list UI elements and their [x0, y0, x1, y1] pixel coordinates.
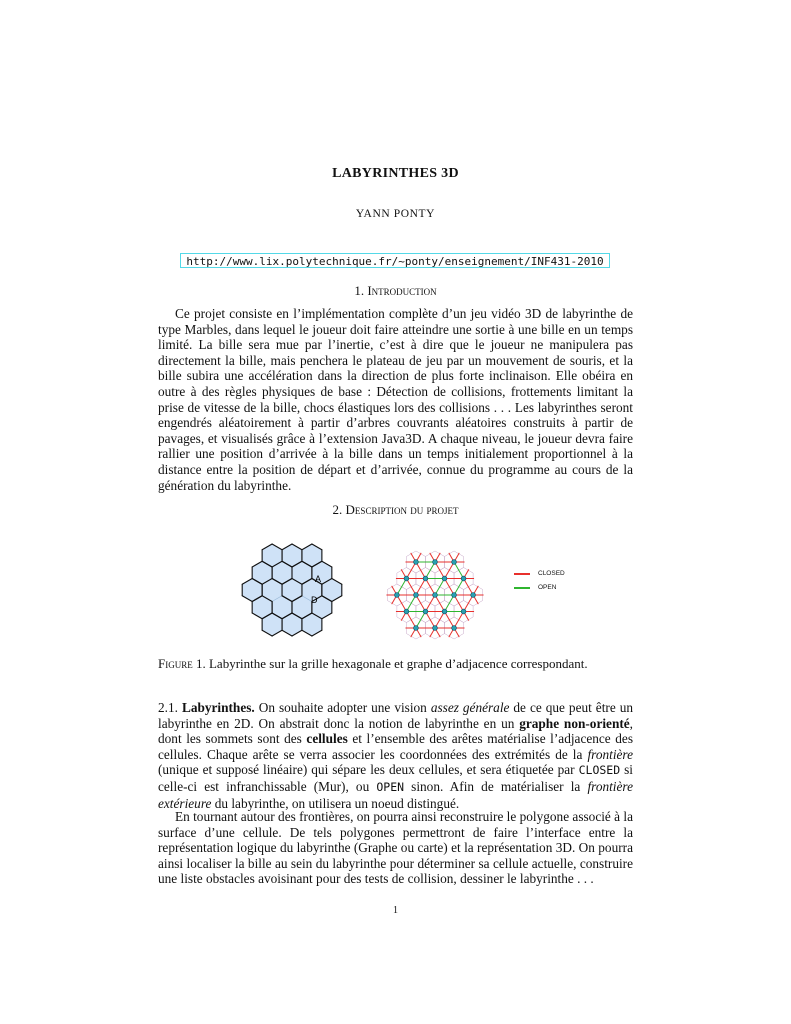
- text-run: du labyrinthe, on utilisera un noeud distingué.: [211, 795, 460, 811]
- graph-node: [433, 626, 438, 631]
- closed-edge: [435, 562, 445, 579]
- figure-caption-text: Labyrinthe sur la grille hexagonale et graphe d’adjacence correspondant.: [208, 656, 588, 671]
- open-edge: [454, 562, 464, 579]
- graph-node: [423, 576, 428, 581]
- closed-edge: [416, 562, 426, 579]
- author-name: YANN PONTY: [355, 208, 436, 220]
- cell-label-d: D: [311, 595, 318, 605]
- section-title: Description du projet: [345, 502, 459, 517]
- graph-node: [452, 593, 457, 598]
- subsection-title: Labyrinthes.: [181, 700, 255, 715]
- closed-edge: [464, 595, 474, 612]
- closed-edge: [425, 612, 435, 629]
- closed-edge: [435, 595, 445, 612]
- closed-edge: [425, 579, 435, 596]
- closed-edge: [464, 579, 474, 596]
- graph-node: [414, 560, 419, 565]
- code-term: OPEN: [376, 779, 405, 794]
- section-number: 1.: [354, 283, 365, 298]
- closed-edge: [445, 562, 455, 579]
- graph-node: [452, 560, 457, 565]
- figure-caption: [158, 656, 633, 672]
- graph-node: [442, 609, 447, 614]
- graph-node: [452, 626, 457, 631]
- bold-term: graphe non-orienté: [519, 715, 630, 731]
- graph-node: [404, 576, 409, 581]
- emphasis-text: frontière extérieure: [158, 778, 633, 811]
- closed-edge: [445, 579, 455, 596]
- intro-paragraph: Ce projet consiste en l’implémentation complète d’un jeu vidéo 3D de labyrinthe de type Marbles, dans lequel le joueur doit faire atteindre une sortie à une bille en un temps limité. La bille sera mue par l’inertie, c’est à dire que le joueur ne manipulera pas directement la bille, mais penchera le plateau de jeu par un mouvement de souris, et la bille subira une accélération dans la direction de plus forte inclinaison. Elle obéira en outre à des règles physiques de base : Détection de collisions, frottements limitant la prise de vitesse de la bille, chocs élastiques lors des collisions . . . Les labyrinthes seront engendrés aléatoirement à partir d’arbres couvrants aléatoires construits à partir de pavages, et visualisés grâce à l’extension Java3D. A chaque niveau, le joueur devra faire rallier une position d’arrivée à la bille dans un temps initialement proportionnel à la distance entre la position de départ et d’arrivée, connue du programme au cours de la génération du labyrinthe.: [158, 306, 633, 493]
- section-number: 2.: [332, 502, 343, 517]
- graph-node: [471, 593, 476, 598]
- adjacency-graph-figure: [380, 540, 490, 650]
- section-title: Introduction: [367, 283, 437, 298]
- figure-legend: [514, 570, 594, 600]
- text-run: et l’ensemble des arêtes matérialise l’adjacence des cellules. Chaque arête se verra associer les coordonnées des extrémités de la: [158, 731, 633, 762]
- legend-closed-swatch: [514, 573, 530, 575]
- legend-closed-label: CLOSED: [538, 570, 565, 577]
- project-url-link[interactable]: http://www.lix.polytechnique.fr/~ponty/enseignement/INF431-2010: [180, 253, 610, 268]
- graph-node: [404, 609, 409, 614]
- closed-edge: [454, 595, 464, 612]
- code-term: CLOSED: [578, 763, 621, 778]
- text-run: de ce que peut être un labyrinthe en 2D. On abstrait donc la notion de labyrinthe en un: [158, 700, 634, 731]
- hex-cells: [242, 544, 342, 636]
- closed-edge: [397, 595, 407, 612]
- text-run: sinon. Afin de matérialiser la: [404, 778, 588, 794]
- closed-edge: [406, 562, 416, 579]
- open-edge: [445, 595, 455, 612]
- graph-node: [394, 593, 399, 598]
- graph-node: [461, 609, 466, 614]
- emphasis-text: assez générale: [430, 700, 510, 715]
- open-edge: [425, 562, 435, 579]
- section-heading-description: [0, 502, 791, 518]
- graph-node: [423, 609, 428, 614]
- text-run: On souhaite adopter une vision: [258, 700, 431, 715]
- open-edge: [397, 579, 407, 596]
- labyrinthes-paragraph: [158, 700, 633, 811]
- closed-edge: [425, 595, 435, 612]
- closed-edge: [445, 612, 455, 629]
- legend-item-closed: [514, 570, 594, 578]
- open-edge: [454, 579, 464, 596]
- hexagonal-labyrinth-figure: [224, 540, 354, 640]
- text-run: (unique et supposé linéaire) qui sépare les deux cellules, et sera étiquetée par: [158, 762, 579, 778]
- page-number: 1: [393, 905, 398, 916]
- graph-node: [433, 560, 438, 565]
- legend-open-swatch: [514, 587, 530, 589]
- subsection-number: 2.1.: [158, 700, 178, 715]
- polygon-paragraph: En tournant autour des frontières, on pourra ainsi reconstruire le polygone associé à la surface d’une cellule. De tels polygones permettront de faire l’interface entre la représentation logique du labyrinthe (Graphe ou carte) et la représentation 3D. On pourra ainsi localiser la bille au sein du labyrinthe pour déterminer sa cellule actuelle, construire une liste obstacles avoisinant pour des tests de collision, dessiner le labyrinthe . . .: [158, 809, 633, 887]
- closed-edge: [406, 579, 416, 596]
- closed-edge: [416, 579, 426, 596]
- text-run: , dont les sommets sont des: [158, 715, 633, 747]
- text-run: si celle-ci est infranchissable (Mur), ou: [158, 762, 633, 794]
- closed-edge: [454, 612, 464, 629]
- figure-caption-label: Figure 1.: [158, 656, 206, 671]
- graph-node: [461, 576, 466, 581]
- legend-item-open: [514, 584, 594, 592]
- cell-label-a: A: [315, 574, 322, 584]
- paper-title: LABYRINTHES 3D: [332, 166, 459, 181]
- graph-node: [442, 576, 447, 581]
- open-edge: [406, 595, 416, 612]
- legend-open-label: OPEN: [538, 584, 557, 591]
- graph-node: [433, 593, 438, 598]
- closed-edge: [406, 612, 416, 629]
- open-edge: [416, 612, 426, 629]
- emphasis-text: frontière: [587, 746, 633, 762]
- open-edge: [435, 579, 445, 596]
- closed-edge: [416, 595, 426, 612]
- closed-edge: [435, 612, 445, 629]
- bold-term: cellules: [306, 731, 348, 747]
- section-heading-introduction: [0, 283, 791, 299]
- graph-node: [414, 626, 419, 631]
- graph-node: [414, 593, 419, 598]
